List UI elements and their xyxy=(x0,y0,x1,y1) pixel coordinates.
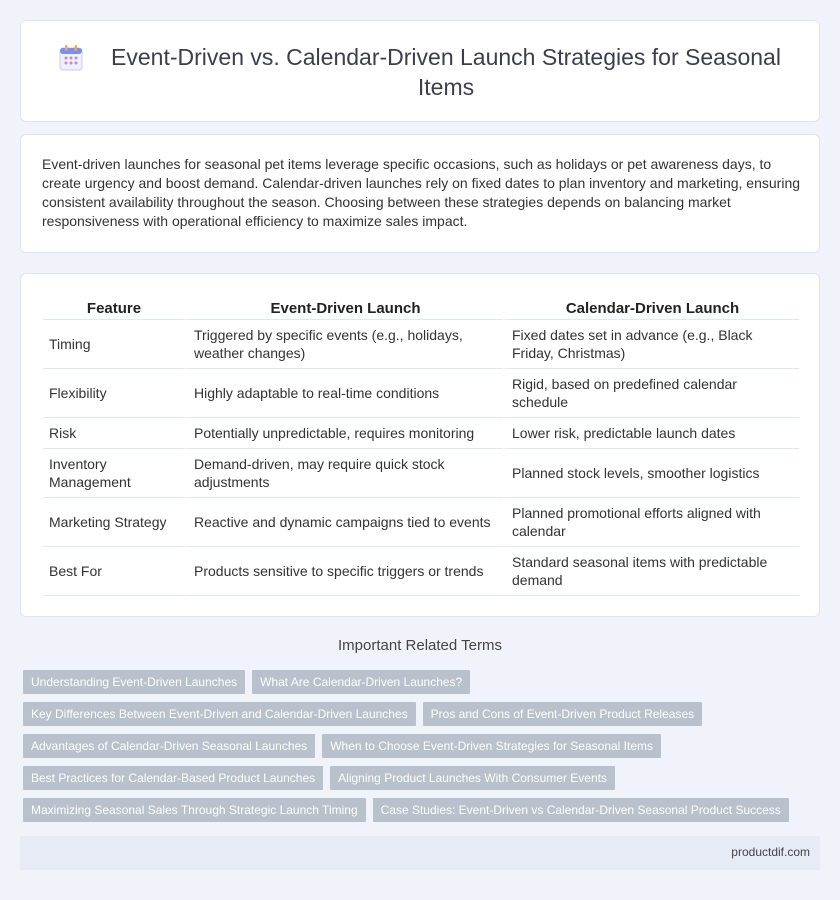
calendar-driven-cell: Planned promotional efforts aligned with calendar xyxy=(503,498,799,547)
calendar-driven-cell: Lower risk, predictable launch dates xyxy=(503,418,799,449)
comparison-table xyxy=(43,294,799,596)
table-row xyxy=(43,369,799,418)
header-event-driven: Event-Driven Launch xyxy=(185,294,503,320)
table-row xyxy=(43,449,799,498)
related-term-tag[interactable]: What Are Calendar-Driven Launches? xyxy=(252,670,470,694)
related-terms-row xyxy=(23,798,789,822)
related-term-tag[interactable]: Key Differences Between Event-Driven and Calendar-Driven Launches xyxy=(23,702,416,726)
related-term-tag[interactable]: Pros and Cons of Event-Driven Product Releases xyxy=(423,702,702,726)
calendar-driven-cell: Fixed dates set in advance (e.g., Black Friday, Christmas) xyxy=(503,320,799,369)
event-driven-cell: Triggered by specific events (e.g., holidays, weather changes) xyxy=(185,320,503,369)
feature-cell: Marketing Strategy xyxy=(43,498,185,547)
related-terms-row xyxy=(23,702,702,726)
related-terms-row xyxy=(23,766,615,790)
related-term-tag[interactable]: Understanding Event-Driven Launches xyxy=(23,670,245,694)
table-row xyxy=(43,547,799,596)
page-title: Event-Driven vs. Calendar-Driven Launch Strategies for Seasonal Items xyxy=(111,44,781,100)
table-header-row xyxy=(43,294,799,320)
feature-cell: Timing xyxy=(43,320,185,369)
feature-cell: Flexibility xyxy=(43,369,185,418)
calendar-driven-cell: Rigid, based on predefined calendar schedule xyxy=(503,369,799,418)
feature-cell: Risk xyxy=(43,418,185,449)
table-row xyxy=(43,498,799,547)
related-term-tag[interactable]: Best Practices for Calendar-Based Product Launches xyxy=(23,766,323,790)
event-driven-cell: Demand-driven, may require quick stock adjustments xyxy=(185,449,503,498)
related-terms-row xyxy=(23,734,661,758)
table-row xyxy=(43,418,799,449)
related-term-tag[interactable]: Advantages of Calendar-Driven Seasonal Launches xyxy=(23,734,315,758)
footer-bar xyxy=(20,836,820,870)
related-term-tag[interactable]: When to Choose Event-Driven Strategies for Seasonal Items xyxy=(322,734,661,758)
related-terms-row xyxy=(23,670,470,694)
footer-brand[interactable]: productdif.com xyxy=(731,845,810,859)
comparison-table-card xyxy=(20,273,820,617)
event-driven-cell: Reactive and dynamic campaigns tied to events xyxy=(185,498,503,547)
event-driven-cell: Potentially unpredictable, requires monitoring xyxy=(185,418,503,449)
intro-paragraph: Event-driven launches for seasonal pet items leverage specific occasions, such as holidays or pet awareness days, to create urgency and boost demand. Calendar-driven launches rely on fixed dates to plan inventory and marketing, ensuring consistent availability throughout the season. Choosing between these strategies depends on balancing market responsiveness with operational efficiency to maximize sales impact. xyxy=(42,156,801,229)
related-terms-heading: Important Related Terms xyxy=(338,637,502,654)
calendar-driven-cell: Standard seasonal items with predictable demand xyxy=(503,547,799,596)
related-term-tag[interactable]: Aligning Product Launches With Consumer Events xyxy=(330,766,615,790)
related-term-tag[interactable]: Maximizing Seasonal Sales Through Strategic Launch Timing xyxy=(23,798,366,822)
related-term-tag[interactable]: Case Studies: Event-Driven vs Calendar-Driven Seasonal Product Success xyxy=(373,798,789,822)
header-calendar-driven: Calendar-Driven Launch xyxy=(503,294,799,320)
event-driven-cell: Products sensitive to specific triggers or trends xyxy=(185,547,503,596)
table-row xyxy=(43,320,799,369)
event-driven-cell: Highly adaptable to real-time conditions xyxy=(185,369,503,418)
calendar-driven-cell: Planned stock levels, smoother logistics xyxy=(503,449,799,498)
intro-card xyxy=(20,134,820,253)
feature-cell: Best For xyxy=(43,547,185,596)
header-feature: Feature xyxy=(43,294,185,320)
header-card xyxy=(20,20,820,122)
feature-cell: Inventory Management xyxy=(43,449,185,498)
